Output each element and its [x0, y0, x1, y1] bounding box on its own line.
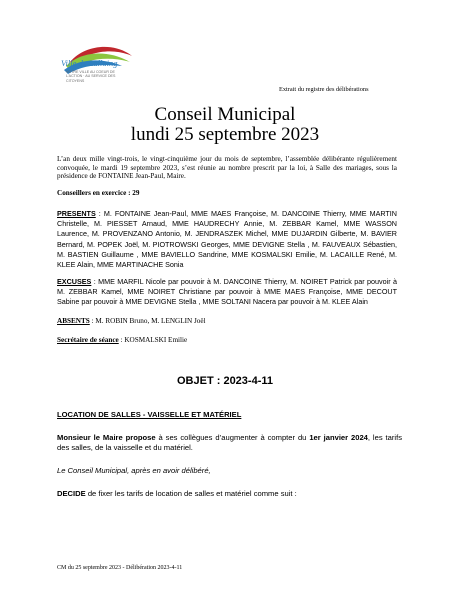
decision-line — [57, 489, 297, 498]
intro-paragraph: L’an deux mille vingt-trois, le vingt-cinquième jour du mois de septembre, l’assemblée délibérante régulièrement convoquée, le mardi 19 septembre 2023, s’est réunie au nombre prescrit par la loi, à Salle des mariages, sous la présidence de FONTAINE Jean-Paul, Maire. — [57, 155, 397, 181]
excuses-text: : MME MARFIL Nicole par pouvoir à M. DANCOINE Thierry, M. NOIRET Patrick par pouvoir à M. ZEBBAR Kamel, MME NOIRET Christiane par pouvoir à MME MAES Françoise, MME DECOUT Sabine par pouvoir à MME DEVIGNE Stella , MME SOLTANI Nacera par pouvoir à M. KLEE Alain — [57, 277, 397, 307]
absents-label: ABSENTS — [57, 317, 90, 325]
presents-paragraph — [57, 209, 397, 270]
logo-subtitle: VOTRE VILLE AU COEUR DE L'ACTION · AU SERVICE DES CITOYENS — [66, 70, 116, 83]
absents-line — [57, 317, 206, 325]
secretary-label: Secrétaire de séance — [57, 336, 119, 344]
proposal-text-a: à ses collègues d’augmenter à compter du — [155, 433, 310, 442]
secretary-text: : KOSMALSKI Emilie — [118, 336, 188, 344]
proposal-paragraph — [57, 433, 402, 453]
proposal-date: 1er janvier 2024 — [309, 433, 368, 442]
objet-heading: OBJET : 2023-4-11 — [177, 375, 273, 387]
presents-text: : M. FONTAINE Jean-Paul, MME MAES Françoise, M. DANCOINE Thierry, MME MARTIN Christelle, M. PIESSET Arnaud, MME HAUDRECHY Annie, M. ZEBBAR Kamel, MME WASSON Laurence, M. PROVENZANO Antonio, M. JENDRASZEK Michel, MME DUJARDIN Gilberte, M. BAVIER Bernard, M. POPEK Joël, M. PIOTROWSKI Georges, MME DEVIGNE Stella , M. FAUVEAUX Sébastien, M. BASTIEN Guillaume , MME BAVIELLO Sandrine, MME KOSMALSKI Emilie, M. LACAILLE René, M. KLEE Alain, MME MARTINACHE Sonia — [57, 209, 397, 270]
proposal-lead: Monsieur le Maire propose — [57, 433, 156, 442]
meeting-date: lundi 25 septembre 2023 — [130, 124, 320, 145]
extract-label: Extrait du registre des délibérations — [279, 86, 369, 93]
excuses-label: EXCUSES — [57, 277, 92, 286]
page-footer: CM du 25 septembre 2023 - Délibération 2023-4-11 — [57, 565, 183, 571]
logo-swoosh-icon — [60, 42, 135, 94]
page-title: Conseil Municipal — [154, 104, 296, 125]
secretary-line — [57, 336, 187, 344]
excuses-paragraph — [57, 277, 397, 308]
logo-text: Ville de Lallaing — [61, 58, 118, 68]
decide-label: DECIDE — [57, 489, 86, 498]
council-statement: Le Conseil Municipal, après en avoir délibéré, — [57, 466, 211, 475]
absents-text: : M. ROBIN Bruno, M. LENGLIN Joël — [89, 317, 206, 325]
presents-label: PRESENTS — [57, 209, 96, 218]
section-title: LOCATION DE SALLES - VAISSELLE ET MATÉRIEL — [57, 410, 242, 419]
decide-text: de fixer les tarifs de location de salles et matériel comme suit : — [85, 489, 297, 498]
councillors-count: Conseillers en exercice : 29 — [57, 189, 140, 197]
proposal-text-b: , les tarifs des salles, de la vaisselle et du matériel. — [57, 433, 402, 452]
